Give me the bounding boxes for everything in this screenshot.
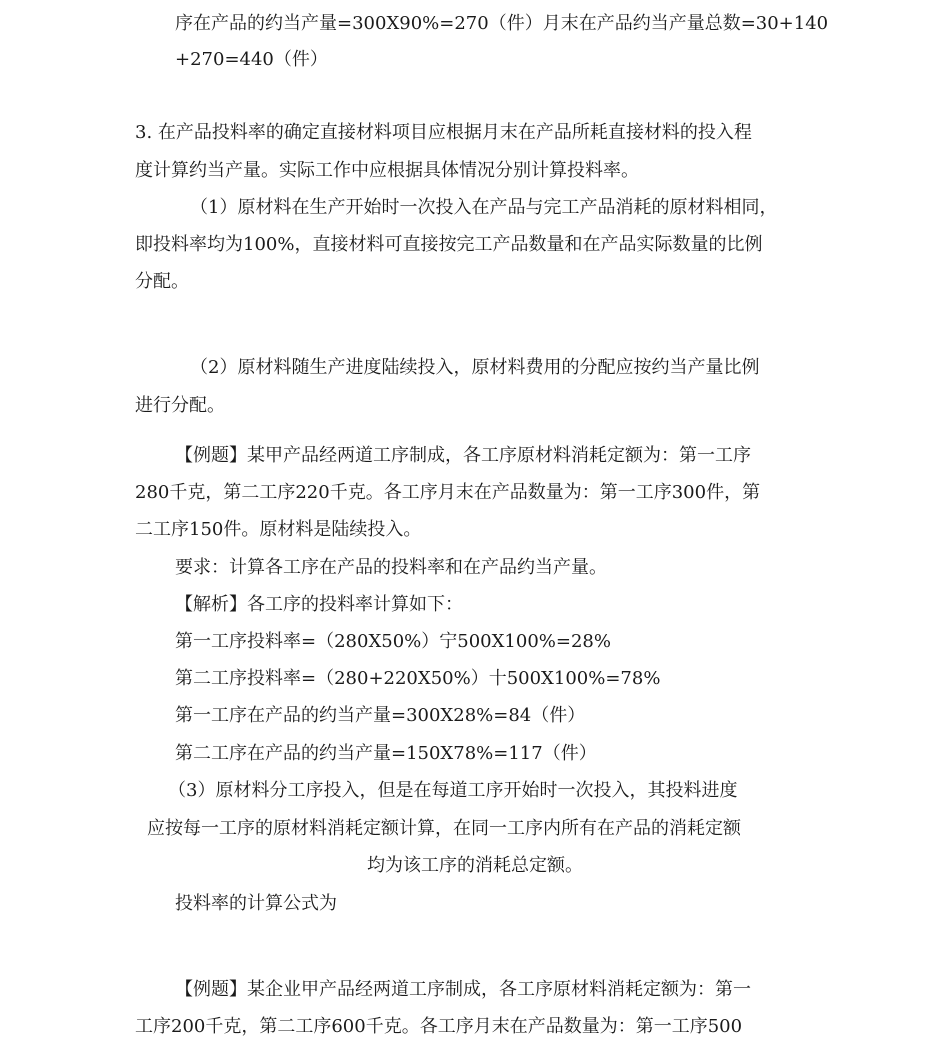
text-line: 进行分配。 xyxy=(135,395,225,416)
text-line: 分配。 xyxy=(135,271,189,292)
text-line: 度计算约当产量。实际工作中应根据具体情况分别计算投料率。 xyxy=(135,160,639,181)
text-line: （2）原材料随生产进度陆续投入，原材料费用的分配应按约当产量比例 xyxy=(190,357,760,378)
text-line: +270=440（件） xyxy=(175,49,328,70)
text-line: 序在产品的约当产量=300X90%=270（件）月末在产品约当产量总数=30+140 xyxy=(175,13,829,34)
text-line: 280千克，第二工序220千克。各工序月末在产品数量为：第一工序300件，第 xyxy=(135,482,761,503)
text-line: 均为该工序的消耗总定额。 xyxy=(367,855,583,876)
formula-line: 第二工序投料率=（280+220X50%）十500X100%=78% xyxy=(175,668,661,689)
example-heading: 【例题】某企业甲产品经两道工序制成，各工序原材料消耗定额为：第一 xyxy=(175,979,751,1000)
example-heading: 【例题】某甲产品经两道工序制成，各工序原材料消耗定额为：第一工序 xyxy=(175,445,751,466)
formula-line: 第一工序投料率=（280X50%）宁500X100%=28% xyxy=(175,631,611,652)
section-heading: 3. 在产品投料率的确定直接材料项目应根据月末在产品所耗直接材料的投入程 xyxy=(135,122,752,143)
formula-line: 第二工序在产品的约当产量=150X78%=117（件） xyxy=(175,743,597,764)
text-line: 投料率的计算公式为 xyxy=(175,893,337,914)
text-line: （1）原材料在生产开始时一次投入在产品与完工产品消耗的原材料相同， xyxy=(190,197,778,218)
text-line: 即投料率均为100%，直接材料可直接按完工产品数量和在产品实际数量的比例 xyxy=(135,234,763,255)
text-line: 要求：计算各工序在产品的投料率和在产品约当产量。 xyxy=(175,557,607,578)
text-line: 工序200千克，第二工序600千克。各工序月末在产品数量为：第一工序500 xyxy=(135,1016,743,1037)
formula-line: 第一工序在产品的约当产量=300X28%=84（件） xyxy=(175,705,586,726)
text-line: （3）原材料分工序投入，但是在每道工序开始时一次投入，其投料进度 xyxy=(168,780,738,801)
text-line: 应按每一工序的原材料消耗定额计算，在同一工序内所有在产品的消耗定额 xyxy=(147,818,741,839)
analysis-heading: 【解析】各工序的投料率计算如下： xyxy=(175,594,463,615)
text-line: 二工序150件。原材料是陆续投入。 xyxy=(135,519,422,540)
